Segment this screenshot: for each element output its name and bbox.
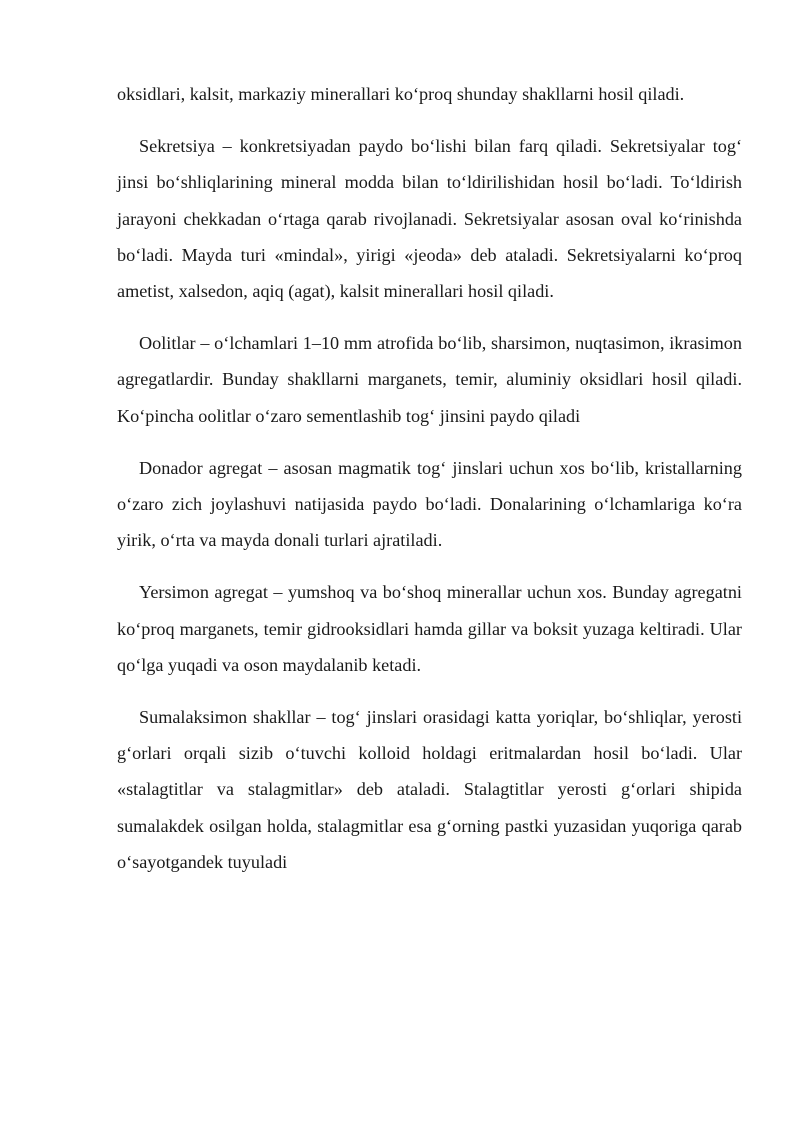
paragraph-donador-agregat: Donador agregat – asosan magmatik tog‘ jinslari uchun xos bo‘lib, kristallarning o‘zaro zich joylashuvi natijasida paydo bo‘ladi. Donalarining o‘lchamlariga ko‘ra yirik, o‘rta va mayda donali turlari ajratiladi. bbox=[117, 457, 742, 551]
paragraph-yersimon-agregat: Yersimon agregat – yumshoq va bo‘shoq minerallar uchun xos. Bunday agregatni ko‘proq marganets, temir gidrooksidlari hamda gillar va boksit yuzaga keltiradi. Ular qo‘lga yuqadi va oson maydalanib ketadi. bbox=[117, 582, 742, 675]
paragraph-continuation: oksidlari, kalsit, markaziy minerallari ko‘proq shunday shakllarni hosil qiladi. bbox=[117, 84, 685, 104]
paragraph-sumalaksimon-shakllar: Sumalaksimon shakllar – tog‘ jinslari orasidagi katta yoriqlar, bo‘shliqlar, yerosti g‘orlari orqali sizib o‘tuvchi kolloid holdagi eritmalardan hosil bo‘ladi. Ular «stalagtitlar va stalagmitlar» deb ataladi. Stalagtitlar yerosti g‘orlari shipida sumalakdek osilgan holda, stalagmitlar esa g‘orning pastki yuzasidan yuqoriga qarab o‘sayotgandek tuyuladi bbox=[117, 707, 742, 872]
paragraph-sekretsiya: Sekretsiya – konkretsiyadan paydo bo‘lishi bilan farq qiladi. Sekretsiyalar tog‘ jinsi bo‘shliqlarining mineral modda bilan to‘ldirilishidan hosil bo‘ladi. To‘ldirish jarayoni chekkadan o‘rtaga qarab rivojlanadi. Sekretsiyalar asosan oval ko‘rinishda bo‘ladi. Mayda turi «mindal», yirigi «jeoda» deb ataladi. Sekretsiyalarni ko‘proq ametist, xalsedon, aqiq (agat), kalsit minerallari hosil qiladi. bbox=[117, 136, 742, 302]
paragraph-oolitlar: Oolitlar – o‘lchamlari 1–10 mm atrofida bo‘lib, sharsimon, nuqtasimon, ikrasimon agregatlardir. Bunday shakllarni marganets, temir, aluminiy oksidlari hosil qiladi. Ko‘pincha oolitlar o‘zaro sementlashib tog‘ jinsini paydo qiladi bbox=[117, 333, 742, 426]
document-page bbox=[117, 76, 742, 896]
